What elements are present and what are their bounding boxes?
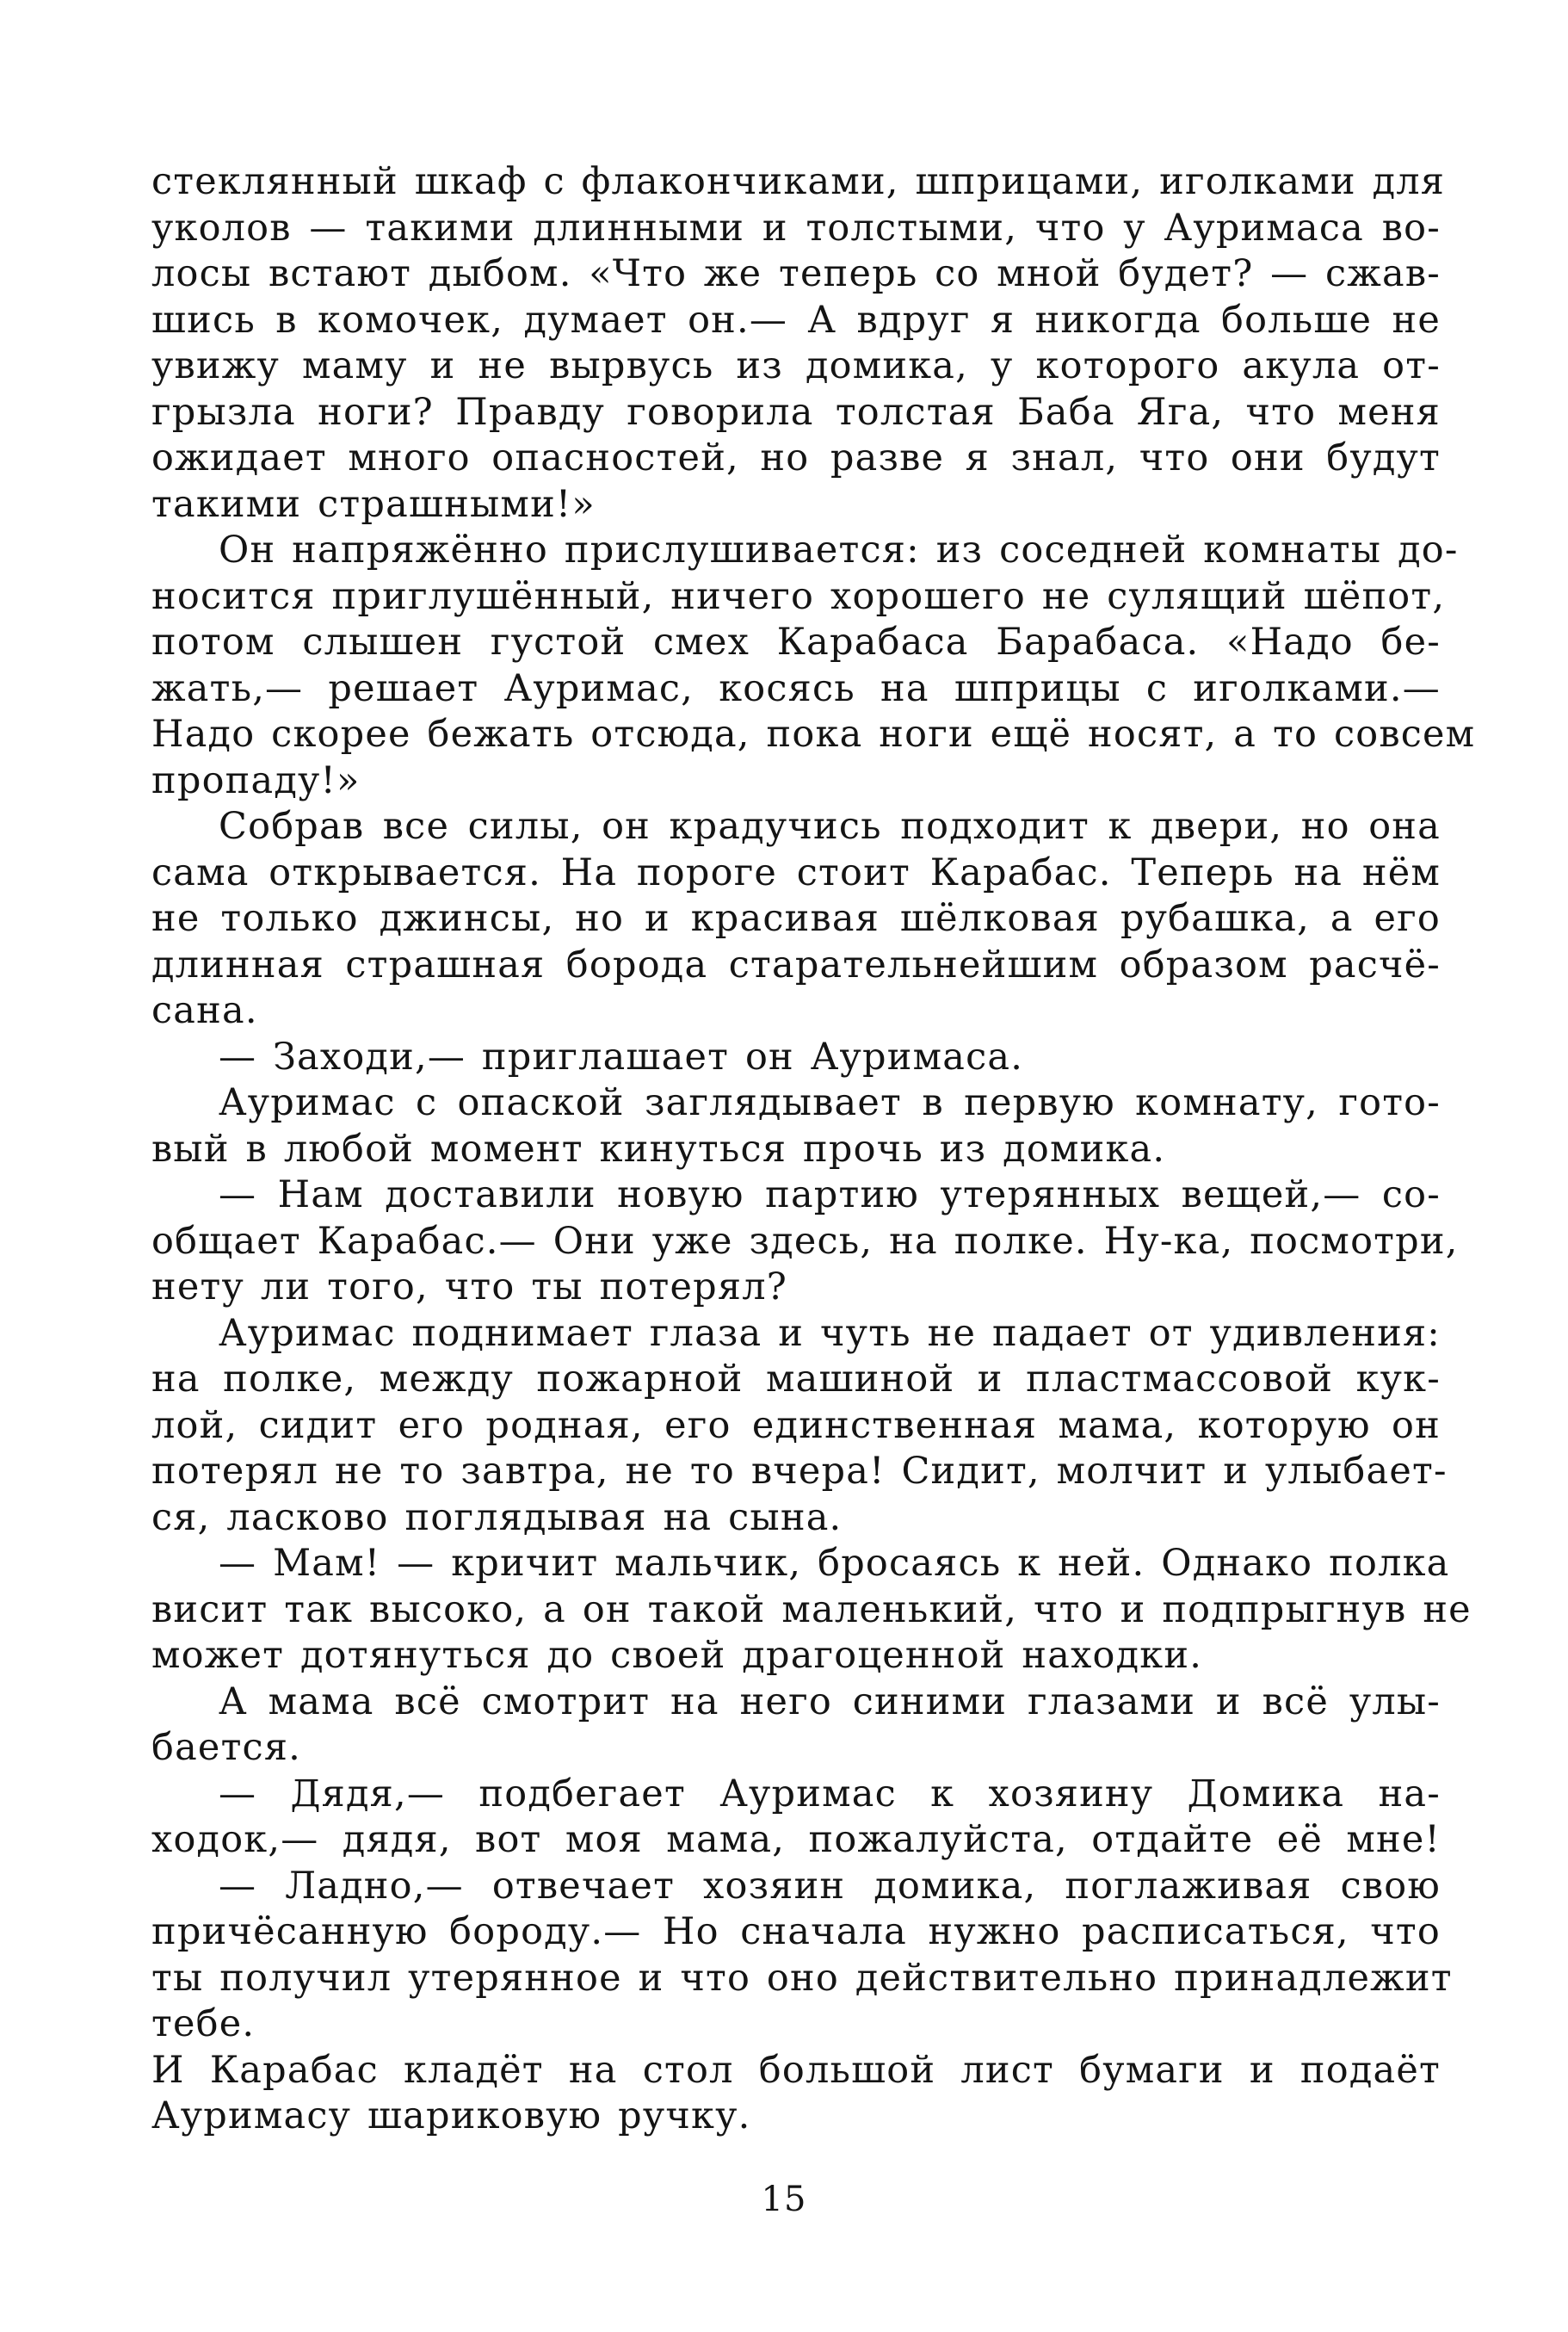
text-line: не только джинсы, но и красивая шёлковая рубашка, а его: [151, 897, 1441, 940]
body-text: [151, 159, 1476, 2140]
text-line: бается.: [151, 1726, 302, 1769]
text-line: тебе.: [151, 2002, 256, 2045]
text-line: А мама всё смотрит на него синими глазами и всё улы-: [219, 1679, 1441, 1723]
text-line: — Заходи,— приглашает он Ауримаса.: [219, 1035, 1024, 1079]
text-line: Ауримас поднимает глаза и чуть не падает от удивления:: [219, 1311, 1441, 1355]
text-line: ты получил утерянное и что оно действительно принадлежит: [151, 1956, 1453, 2000]
text-line: потерял не то завтра, не то вчера! Сидит, молчит и улыбает-: [151, 1450, 1448, 1493]
text-line: пропаду!»: [151, 758, 361, 802]
text-line: может дотянуться до своей драгоценной находки.: [151, 1634, 1203, 1677]
text-line: жать,— решает Ауримас, косясь на шприцы с иголками.—: [151, 666, 1441, 710]
text-line: сама открывается. На пороге стоит Карабас. Теперь на нём: [151, 851, 1441, 894]
text-line: увижу маму и не вырвусь из домика, у которого акула от-: [151, 344, 1441, 387]
text-line: потом слышен густой смех Карабаса Барабаса. «Надо бе-: [151, 621, 1441, 664]
text-line: Собрав все силы, он крадучись подходит к двери, но она: [219, 805, 1441, 848]
text-line: уколов — такими длинными и толстыми, что у Ауримаса во-: [151, 206, 1441, 250]
text-line: — Нам доставили новую партию утерянных вещей,— со-: [219, 1173, 1441, 1216]
text-line: шись в комочек, думает он.— А вдруг я никогда больше не: [151, 298, 1441, 342]
text-line: нету ли того, что ты потерял?: [151, 1265, 787, 1308]
text-line: Ауримасу шариковую ручку.: [151, 2094, 751, 2137]
text-line: И Карабас кладёт на стол большой лист бумаги и подаёт: [151, 2048, 1441, 2092]
text-line: — Дядя,— подбегает Ауримас к хозяину Домика на-: [219, 1772, 1441, 1815]
text-line: грызла ноги? Правду говорила толстая Баба Яга, что меня: [151, 390, 1441, 434]
text-line: Ауримас с опаской заглядывает в первую комнату, гото-: [219, 1081, 1441, 1124]
text-line: причёсанную бороду.— Но сначала нужно расписаться, что: [151, 1910, 1441, 1953]
text-line: ходок,— дядя, вот моя мама, пожалуйста, отдайте её мне!: [151, 1818, 1441, 1861]
page-number: 15: [761, 2180, 807, 2219]
text-line: носится приглушённый, ничего хорошего не сулящий шёпот,: [151, 574, 1446, 618]
text-line: Надо скорее бежать отсюда, пока ноги ещё носят, а то совсем: [151, 713, 1476, 756]
text-line: ся, ласково поглядывая на сына.: [151, 1495, 843, 1539]
text-line: висит так высоко, а он такой маленький, что и подпрыгнув не: [151, 1587, 1472, 1631]
text-line: длинная страшная борода старательнейшим образом расчё-: [151, 943, 1441, 987]
text-line: такими страшными!»: [151, 482, 596, 526]
text-line: стеклянный шкаф с флакончиками, шприцами, иголками для: [151, 160, 1446, 203]
text-line: ожидает много опасностей, но разве я знал, что они будут: [151, 436, 1441, 479]
text-line: на полке, между пожарной машиной и пластмассовой кук-: [151, 1358, 1441, 1401]
text-line: общает Карабас.— Они уже здесь, на полке. Ну-ка, посмотри,: [151, 1219, 1459, 1263]
text-line: — Ладно,— отвечает хозяин домика, поглаживая свою: [219, 1864, 1441, 1908]
text-line: вый в любой момент кинуться прочь из домика.: [151, 1127, 1166, 1171]
text-line: лосы встают дыбом. «Что же теперь со мной будет? — сжав-: [151, 252, 1441, 295]
text-line: лой, сидит его родная, его единственная мама, которую он: [151, 1403, 1441, 1447]
text-line: сана.: [151, 989, 258, 1032]
text-line: Он напряжённо прислушивается: из соседней комнаты до-: [219, 529, 1459, 572]
text-line: — Мам! — кричит мальчик, бросаясь к ней. Однако полка: [219, 1542, 1450, 1585]
